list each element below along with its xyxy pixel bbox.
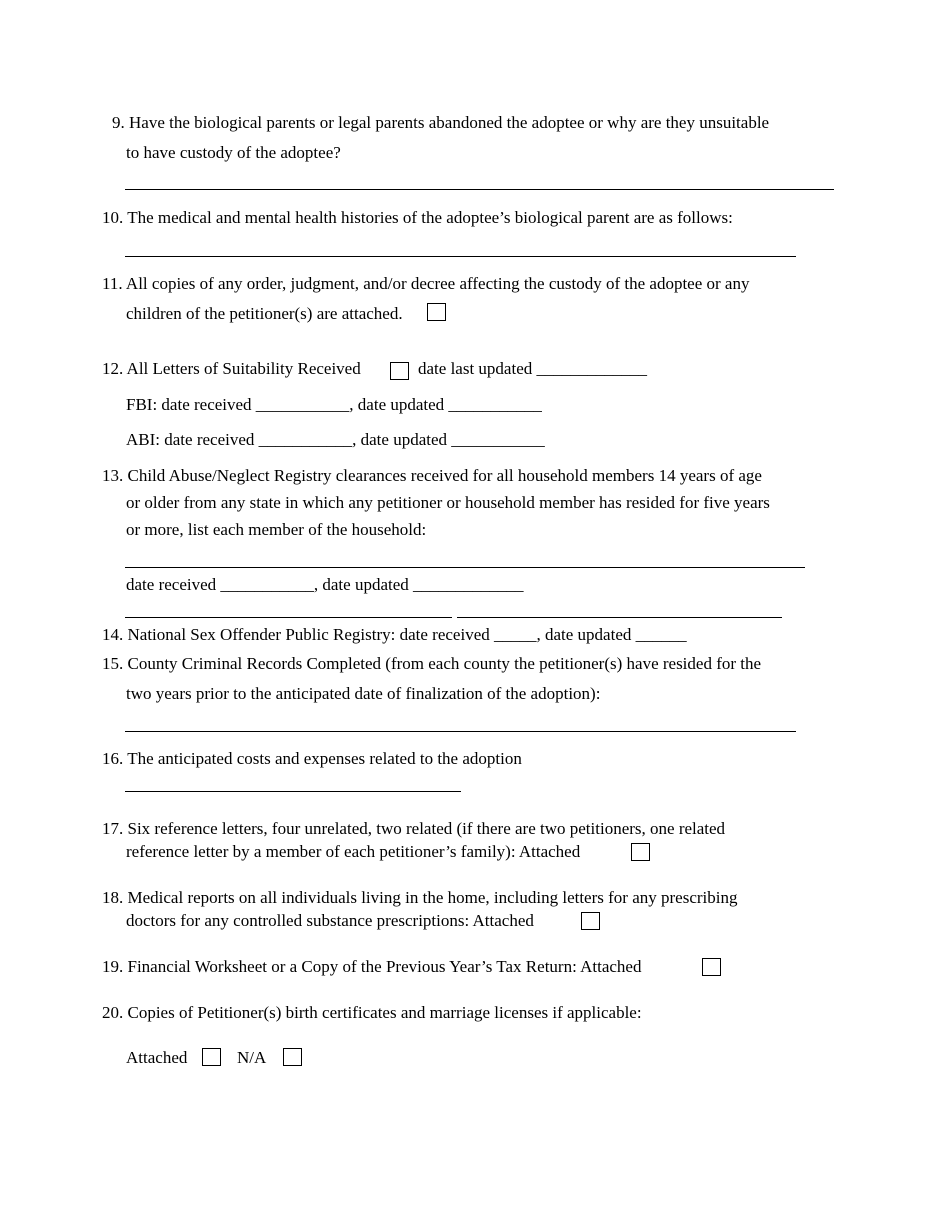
q20-attached-label: Attached bbox=[126, 1048, 188, 1067]
q15-answer-line[interactable] bbox=[125, 731, 796, 732]
q20-na-checkbox[interactable] bbox=[283, 1048, 302, 1066]
q18-attached-checkbox[interactable] bbox=[581, 912, 600, 930]
q16-answer-line[interactable] bbox=[125, 791, 461, 792]
q13-extra-line-right[interactable] bbox=[457, 617, 782, 618]
q20-na-label: N/A bbox=[237, 1048, 267, 1067]
q13-text-line-2: or older from any state in which any petitioner or household member has resided for five years bbox=[126, 493, 770, 512]
q15-text-line-2: two years prior to the anticipated date of finalization of the adoption): bbox=[126, 684, 601, 703]
q16-text-line-1: 16. The anticipated costs and expenses related to the adoption bbox=[102, 749, 522, 768]
q10-text-line-1: 10. The medical and mental health histories of the adoptee’s biological parent are as follows: bbox=[102, 208, 733, 227]
q10-answer-line[interactable] bbox=[125, 256, 796, 257]
q11-attached-checkbox[interactable] bbox=[427, 303, 446, 321]
q14-text-line-1: 14. National Sex Offender Public Registry: date received _____, date updated ______ bbox=[102, 625, 687, 644]
q20-attached-checkbox[interactable] bbox=[202, 1048, 221, 1066]
q19-text-line-1: 19. Financial Worksheet or a Copy of the Previous Year’s Tax Return: Attached bbox=[102, 957, 642, 976]
q12-abi-line: ABI: date received ___________, date updated ___________ bbox=[126, 430, 545, 449]
q18-text-line-2: doctors for any controlled substance prescriptions: Attached bbox=[126, 911, 534, 930]
q12-fbi-line: FBI: date received ___________, date updated ___________ bbox=[126, 395, 542, 414]
q11-text-line-2: children of the petitioner(s) are attached. bbox=[126, 304, 403, 323]
q13-extra-line-left[interactable] bbox=[125, 617, 452, 618]
q19-attached-checkbox[interactable] bbox=[702, 958, 721, 976]
q12-date-last-updated: date last updated _____________ bbox=[418, 359, 647, 378]
q11-text-line-1: 11. All copies of any order, judgment, and/or decree affecting the custody of the adoptee or any bbox=[102, 274, 750, 293]
q9-text-line-1: 9. Have the biological parents or legal parents abandoned the adoptee or why are they unsuitable bbox=[112, 113, 770, 132]
q13-text-line-1: 13. Child Abuse/Neglect Registry clearances received for all household members 14 years of age bbox=[102, 466, 762, 485]
q13-household-members-line[interactable] bbox=[125, 567, 805, 568]
q9-answer-line[interactable] bbox=[125, 189, 834, 190]
q9-text-line-2: to have custody of the adoptee? bbox=[126, 143, 341, 162]
q17-text-line-2: reference letter by a member of each petitioner’s family): Attached bbox=[126, 842, 581, 861]
q12-text-line-1: 12. All Letters of Suitability Received bbox=[102, 359, 361, 378]
q15-text-line-1: 15. County Criminal Records Completed (from each county the petitioner(s) have resided for the bbox=[102, 654, 762, 673]
q18-text-line-1: 18. Medical reports on all individuals living in the home, including letters for any prescribing bbox=[102, 888, 738, 907]
q12-letters-received-checkbox[interactable] bbox=[390, 362, 409, 380]
q13-text-line-3: or more, list each member of the household: bbox=[126, 520, 427, 539]
q20-text-line-1: 20. Copies of Petitioner(s) birth certificates and marriage licenses if applicable: bbox=[102, 1003, 642, 1022]
q17-text-line-1: 17. Six reference letters, four unrelated, two related (if there are two petitioners, one related bbox=[102, 819, 726, 838]
q17-attached-checkbox[interactable] bbox=[631, 843, 650, 861]
q13-dates-line: date received ___________, date updated _____________ bbox=[126, 575, 524, 594]
